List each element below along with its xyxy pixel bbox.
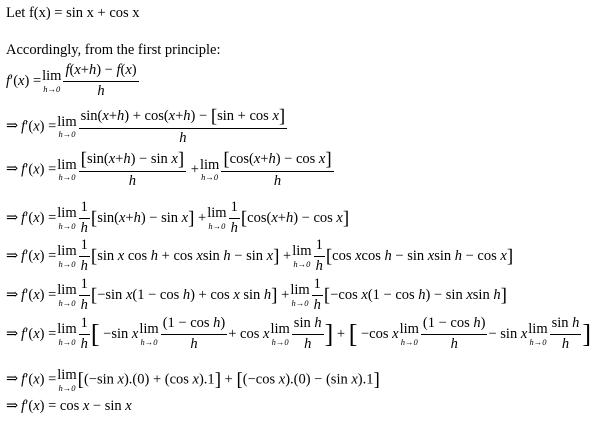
step-4-equation: ⇒ f′(x) = lim h→0 $\frac{1}{h}$ [sin(x+h) − sin x] + lim h→0 $\frac{1}{h}$ [cos(x+h) − cos x] [6, 199, 350, 236]
step-1-equation: f′(x) = lim h→0 $\frac{f(x+h) - f(x)}{h}$ [6, 62, 137, 99]
implies-arrow-icon: ⇒ [6, 325, 19, 342]
implies-arrow-icon: ⇒ [6, 247, 19, 264]
implies-arrow-icon: ⇒ [6, 398, 19, 414]
step-3-equation: ⇒ f′(x) = lim h→0 $\frac{\text{[sin(x+h) − sin x]}}{h}$ + lim h→0 $\frac{\text{[cos(x+h) − cos x]}}{h}$ [6, 149, 332, 189]
implies-arrow-icon: ⇒ [6, 371, 19, 388]
step-5-equation: ⇒ f′(x) = lim h→0 $\frac{1}{h}$ [sin x cos h + cos xsin h − sin x] + lim h→0 $\frac{1}{h}$ [cos xcos h − sin xsin h − cos x] [6, 237, 514, 274]
implies-arrow-icon: ⇒ [6, 161, 19, 178]
step-9-equation: ⇒ f′(x) = cos x − sin x [6, 398, 132, 414]
limit-h-to-0: lim h→0 [42, 68, 62, 94]
implies-arrow-icon: ⇒ [6, 118, 19, 135]
step-7-equation: ⇒ f′(x) = lim h→0 $\frac{1}{h}$ [ −sin x lim h→0 $\frac{\text{(1 − cos h)}}{h}$ + cos x lim h→0 $\frac{\text{sin h}}{h}$ ] + [ −cos x lim h→0 $\frac{\text{(1 − cos h)}}{h}$ − sin x lim h→0 $\frac{\text{sin h}}{h}$ ] [6, 315, 592, 352]
step-2-equation: ⇒ f′(x) = lim h→0 $\frac{\text{sin(x+h) + cos(x+h) − [sin + cos x]}}{h}$ [6, 106, 286, 146]
intro-let-line: Let f(x) = sin x + cos x [6, 5, 140, 21]
intro-principle-line: Accordingly, from the first principle: [6, 42, 221, 58]
implies-arrow-icon: ⇒ [6, 209, 19, 226]
step-6-equation: ⇒ f′(x) = lim h→0 $\frac{1}{h}$ [−sin x(1 − cos h) + cos x sin h] + lim h→0 $\frac{1}{h}$ [−cos x(1 − cos h) − sin xsin h] [6, 276, 507, 313]
step-8-equation: ⇒ f′(x) = lim h→0 [(−sin x).(0) + (cos x).1] + [(−cos x).(0) − (sin x).1] [6, 367, 380, 393]
implies-arrow-icon: ⇒ [6, 286, 19, 303]
